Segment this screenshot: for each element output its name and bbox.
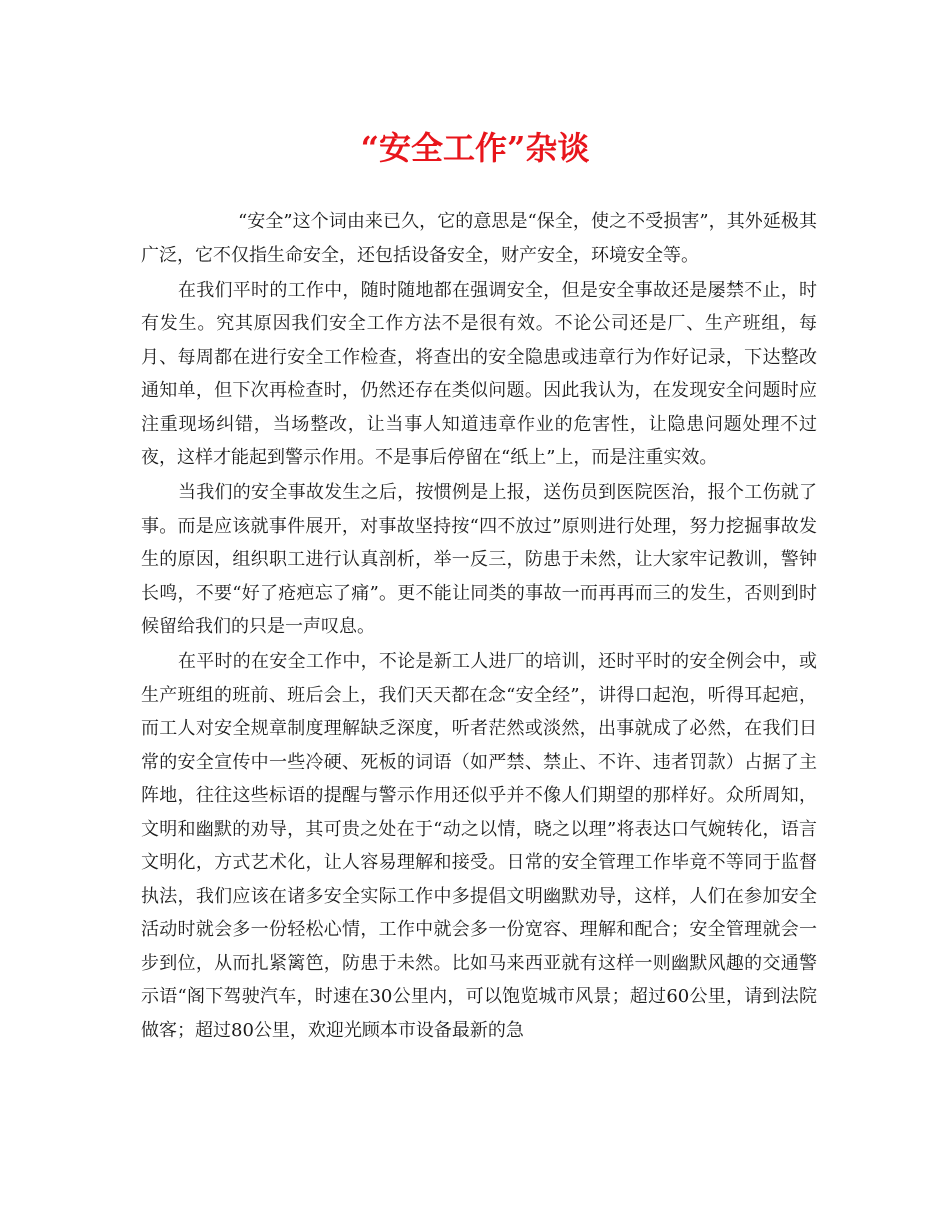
paragraph-3: 当我们的安全事故发生之后，按惯例是上报，送伤员到医院医治，报个工伤就了事。而是应该就事件展开，对事故坚持按“四不放过”原则进行处理，努力挖掘事故发生的原因，组织职工进行认真剖析，举一反三，防患于未然，让大家牢记教训，警钟长鸣，不要“好了疮疤忘了痛”。更不能让同类的事故一而再再而三的发生，否则到时候留给我们的只是一声叹息。 <box>141 482 817 637</box>
paragraph-4: 在平时的在安全工作中，不论是新工人进厂的培训，还时平时的安全例会中，或生产班组的班前、班后会上，我们天天都在念“安全经”，讲得口起泡，听得耳起疤，而工人对安全规章制度理解缺乏深度，听者茫然或淡然，出事就成了必然，在我们日常的安全宣传中一些冷硬、死板的词语（如严禁、禁止、不许、违者罚款）占据了主阵地，往往这些标语的提醒与警示作用还似乎并不像人们期望的那样好。众所周知，文明和幽默的劝导，其可贵之处在于“动之以情，晓之以理”将表达口气婉转化，语言文明化，方式艺术化，让人容易理解和接受。日常的安全管理工作毕竟不等同于监督执法，我们应该在诸多安全实际工作中多提倡文明幽默劝导，这样，人们在参加安全活动时就会多一份轻松心情，工作中就会多一份宽容、理解和配合；安全管理就会一步到位，从而扎紧篱笆，防患于未然。比如马来西亚就有这样一则幽默风趣的交通警示语“阁下驾驶汽车，时速在30公里内，可以饱览城市风景；超过60公里，请到法院做客；超过80公里，欢迎光顾本市设备最新的急 <box>141 651 817 1041</box>
paragraph-1: “安全”这个词由来已久，它的意思是“保全，使之不受损害”，其外延极其广泛，它不仅指生命安全，还包括设备安全，财产安全，环境安全等。 <box>141 211 817 266</box>
document-title: “安全工作”杂谈 <box>360 129 590 167</box>
paragraph-2: 在我们平时的工作中，随时随地都在强调安全，但是安全事故还是屡禁不止，时有发生。究其原因我们安全工作方法不是很有效。不论公司还是厂、生产班组，每月、每周都在进行安全工作检查，将查出的安全隐患或违章行为作好记录，下达整改通知单，但下次再检查时，仍然还存在类似问题。因此我认为，在发现安全问题时应注重现场纠错，当场整改，让当事人知道违章作业的危害性，让隐患问题处理不过夜，这样才能起到警示作用。不是事后停留在“纸上”上，而是注重实效。 <box>141 279 817 468</box>
document-body <box>141 205 817 1049</box>
